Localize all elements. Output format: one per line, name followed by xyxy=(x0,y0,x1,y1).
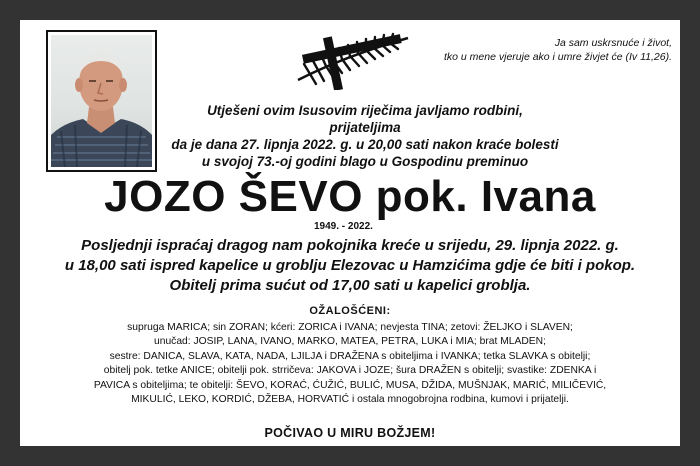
funeral-line: Obitelj prima sućut od 17,00 sati u kapelici groblja. xyxy=(169,277,531,294)
funeral-line: u 18,00 sati ispred kapelice u groblju Elezovac u Hamzićima gdje će biti i pokop. xyxy=(64,257,636,274)
mourners-line: sestre: DANICA, SLAVA, KATA, NADA, LJILJA i DRAŽENA s obiteljima i IVANKA; tetka SLAVKA s obitelji; xyxy=(109,350,591,362)
closing-phrase: POČIVAO U MIRU BOŽJEM! xyxy=(264,426,436,440)
cross-with-palm-icon xyxy=(290,28,420,90)
obituary-card xyxy=(20,20,680,446)
quote-line: tko u mene vjeruje ako i umre živjet će (Iv 11,26). xyxy=(444,51,672,63)
mourners-line: PAVICA s obiteljima; te obitelji: ŠEVO, KORAĆ, ĆUŽIĆ, BULIĆ, MUSA, DŽIDA, MUŠNJAK, MARIĆ, MILIČEVIĆ, xyxy=(93,379,607,391)
announcement-line: da je dana 27. lipnja 2022. g. u 20,00 sati nakon kraće bolesti xyxy=(171,137,559,152)
announcement-line: u svojoj 73.-oj godini blago u Gospodinu preminuo xyxy=(201,154,529,169)
portrait-frame xyxy=(46,30,157,172)
quote-line: Ja sam uskrsnuće i život, xyxy=(554,37,672,49)
mourners-title: OŽALOŠĆENI: xyxy=(309,305,391,317)
life-years: 1949. - 2022. xyxy=(314,221,373,232)
deceased-name: JOZO ŠEVO pok. Ivana xyxy=(104,172,596,221)
portrait-illustration xyxy=(51,35,152,167)
funeral-line: Posljednji ispraćaj dragog nam pokojnika kreće u srijedu, 29. lipnja 2022. g. xyxy=(81,237,619,254)
mourners-line: supruga MARICA; sin ZORAN; kćeri: ZORICA i IVANA; nevjesta TINA; zetovi: ŽELJKO i SLAVEN; xyxy=(127,322,573,333)
mourners-line: obitelj pok. tetke ANICE; obitelji pok. strričeva: JAKOVA i JOZE; šura DRAŽEN s obitelji; svastike: ZDENKA i xyxy=(103,365,597,377)
portrait-photo xyxy=(51,35,152,167)
funeral-details xyxy=(30,236,670,296)
bible-quote xyxy=(422,36,672,64)
announcement-text xyxy=(170,102,560,170)
announcement-line: Utješeni ovim Isusovim riječima javljamo rodbini, prijateljima xyxy=(207,103,523,135)
mourners-line: unučad: JOSIP, LANA, IVANO, MARKO, MATEA, PETRA, LUKA i MIA; brat MLADEN; xyxy=(154,336,546,348)
mourners-line: MIKULIĆ, LEKO, KORDIĆ, DŽEBA, HORVATIĆ i ostala mnogobrojna rodbina, kumovi i prijatelji. xyxy=(131,394,569,406)
mourners-list xyxy=(42,321,658,407)
